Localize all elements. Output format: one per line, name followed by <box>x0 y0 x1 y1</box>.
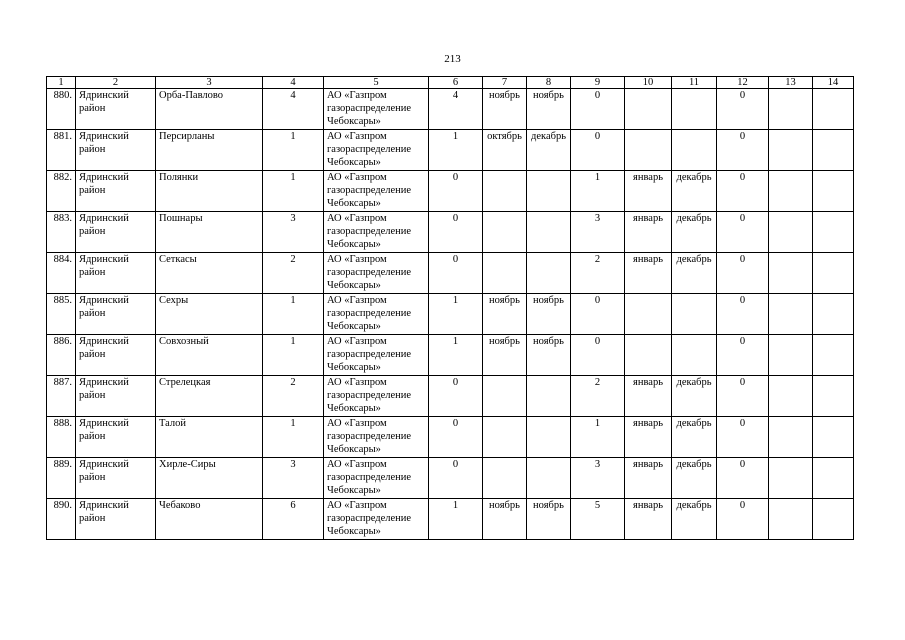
empty-cell <box>813 417 854 458</box>
start-month-cell <box>625 335 672 376</box>
row-number: 882. <box>47 171 76 212</box>
value-cell: 0 <box>429 253 483 294</box>
value-cell: 0 <box>429 458 483 499</box>
table-row <box>47 417 854 458</box>
row-number: 880. <box>47 89 76 130</box>
start-month-cell <box>483 212 527 253</box>
end-month-cell <box>672 89 717 130</box>
empty-cell <box>769 130 813 171</box>
value-cell: 0 <box>717 499 769 540</box>
column-number: 11 <box>672 77 717 89</box>
row-number: 887. <box>47 376 76 417</box>
settlement-cell: Талой <box>156 417 263 458</box>
organization-cell: АО «Газпром газораспределение Чебоксары» <box>324 458 429 499</box>
value-cell: 0 <box>429 212 483 253</box>
row-number: 890. <box>47 499 76 540</box>
end-month-cell: ноябрь <box>527 335 571 376</box>
value-cell: 2 <box>571 376 625 417</box>
table-row <box>47 335 854 376</box>
end-month-cell <box>527 171 571 212</box>
organization-cell: АО «Газпром газораспределение Чебоксары» <box>324 499 429 540</box>
end-month-cell: декабрь <box>672 499 717 540</box>
end-month-cell <box>527 458 571 499</box>
value-cell: 0 <box>717 335 769 376</box>
count-cell: 3 <box>263 212 324 253</box>
district-cell: Ядринский район <box>76 171 156 212</box>
empty-cell <box>769 376 813 417</box>
end-month-cell: ноябрь <box>527 499 571 540</box>
column-number: 12 <box>717 77 769 89</box>
empty-cell <box>813 458 854 499</box>
end-month-cell: декабрь <box>672 417 717 458</box>
settlement-cell: Орба-Павлово <box>156 89 263 130</box>
start-month-cell: ноябрь <box>483 294 527 335</box>
settlement-cell: Пошнары <box>156 212 263 253</box>
settlement-cell: Сехры <box>156 294 263 335</box>
start-month-cell <box>625 130 672 171</box>
start-month-cell: ноябрь <box>483 499 527 540</box>
count-cell: 1 <box>263 417 324 458</box>
column-number: 9 <box>571 77 625 89</box>
row-number: 881. <box>47 130 76 171</box>
value-cell: 1 <box>429 499 483 540</box>
count-cell: 1 <box>263 294 324 335</box>
value-cell: 0 <box>429 171 483 212</box>
value-cell: 0 <box>571 335 625 376</box>
table-row <box>47 499 854 540</box>
organization-cell: АО «Газпром газораспределение Чебоксары» <box>324 212 429 253</box>
value-cell: 0 <box>571 130 625 171</box>
end-month-cell: декабрь <box>672 171 717 212</box>
district-cell: Ядринский район <box>76 417 156 458</box>
empty-cell <box>813 253 854 294</box>
column-number: 6 <box>429 77 483 89</box>
organization-cell: АО «Газпром газораспределение Чебоксары» <box>324 335 429 376</box>
row-number: 889. <box>47 458 76 499</box>
organization-cell: АО «Газпром газораспределение Чебоксары» <box>324 130 429 171</box>
value-cell: 1 <box>429 294 483 335</box>
page-number: 213 <box>444 53 461 65</box>
end-month-cell <box>527 417 571 458</box>
value-cell: 0 <box>429 376 483 417</box>
end-month-cell: декабрь <box>672 458 717 499</box>
start-month-cell: ноябрь <box>483 335 527 376</box>
value-cell: 0 <box>717 294 769 335</box>
count-cell: 1 <box>263 335 324 376</box>
start-month-cell <box>625 89 672 130</box>
empty-cell <box>813 171 854 212</box>
start-month-cell: январь <box>625 417 672 458</box>
start-month-cell: январь <box>625 499 672 540</box>
value-cell: 0 <box>717 171 769 212</box>
district-cell: Ядринский район <box>76 294 156 335</box>
organization-cell: АО «Газпром газораспределение Чебоксары» <box>324 376 429 417</box>
value-cell: 0 <box>717 89 769 130</box>
start-month-cell <box>483 253 527 294</box>
table-row <box>47 212 854 253</box>
empty-cell <box>769 89 813 130</box>
empty-cell <box>769 499 813 540</box>
column-number: 14 <box>813 77 854 89</box>
district-cell: Ядринский район <box>76 89 156 130</box>
value-cell: 2 <box>571 253 625 294</box>
value-cell: 1 <box>571 171 625 212</box>
start-month-cell: январь <box>625 458 672 499</box>
count-cell: 4 <box>263 89 324 130</box>
value-cell: 1 <box>429 130 483 171</box>
empty-cell <box>769 458 813 499</box>
count-cell: 2 <box>263 253 324 294</box>
end-month-cell <box>672 130 717 171</box>
row-number: 885. <box>47 294 76 335</box>
value-cell: 0 <box>571 89 625 130</box>
organization-cell: АО «Газпром газораспределение Чебоксары» <box>324 294 429 335</box>
table-body <box>47 89 854 540</box>
count-cell: 2 <box>263 376 324 417</box>
end-month-cell <box>527 376 571 417</box>
empty-cell <box>769 253 813 294</box>
start-month-cell <box>483 171 527 212</box>
district-cell: Ядринский район <box>76 253 156 294</box>
end-month-cell <box>672 294 717 335</box>
column-number: 5 <box>324 77 429 89</box>
row-number: 883. <box>47 212 76 253</box>
district-cell: Ядринский район <box>76 130 156 171</box>
empty-cell <box>769 171 813 212</box>
settlement-cell: Хирле-Сиры <box>156 458 263 499</box>
start-month-cell <box>625 294 672 335</box>
organization-cell: АО «Газпром газораспределение Чебоксары» <box>324 89 429 130</box>
start-month-cell: январь <box>625 171 672 212</box>
settlement-cell: Персирланы <box>156 130 263 171</box>
table-row <box>47 294 854 335</box>
district-cell: Ядринский район <box>76 212 156 253</box>
value-cell: 1 <box>571 417 625 458</box>
end-month-cell: декабрь <box>672 376 717 417</box>
start-month-cell: ноябрь <box>483 89 527 130</box>
count-cell: 1 <box>263 171 324 212</box>
settlement-cell: Полянки <box>156 171 263 212</box>
value-cell: 0 <box>717 376 769 417</box>
district-cell: Ядринский район <box>76 458 156 499</box>
value-cell: 0 <box>571 294 625 335</box>
table-row <box>47 253 854 294</box>
start-month-cell <box>483 376 527 417</box>
empty-cell <box>769 294 813 335</box>
column-number: 7 <box>483 77 527 89</box>
value-cell: 4 <box>429 89 483 130</box>
schedule-table <box>46 76 854 540</box>
empty-cell <box>813 499 854 540</box>
column-number: 8 <box>527 77 571 89</box>
column-number: 2 <box>76 77 156 89</box>
table-row <box>47 89 854 130</box>
settlement-cell: Совхозный <box>156 335 263 376</box>
count-cell: 3 <box>263 458 324 499</box>
value-cell: 0 <box>429 417 483 458</box>
district-cell: Ядринский район <box>76 335 156 376</box>
empty-cell <box>813 335 854 376</box>
start-month-cell <box>483 458 527 499</box>
empty-cell <box>813 130 854 171</box>
value-cell: 0 <box>717 130 769 171</box>
column-number: 3 <box>156 77 263 89</box>
end-month-cell: декабрь <box>672 212 717 253</box>
value-cell: 3 <box>571 212 625 253</box>
column-number: 1 <box>47 77 76 89</box>
value-cell: 0 <box>717 458 769 499</box>
empty-cell <box>813 89 854 130</box>
value-cell: 5 <box>571 499 625 540</box>
table-row <box>47 458 854 499</box>
table-row <box>47 171 854 212</box>
settlement-cell: Стрелецкая <box>156 376 263 417</box>
value-cell: 3 <box>571 458 625 499</box>
end-month-cell: ноябрь <box>527 294 571 335</box>
row-number: 884. <box>47 253 76 294</box>
count-cell: 6 <box>263 499 324 540</box>
empty-cell <box>813 294 854 335</box>
column-number: 13 <box>769 77 813 89</box>
start-month-cell: октябрь <box>483 130 527 171</box>
empty-cell <box>769 212 813 253</box>
end-month-cell <box>527 253 571 294</box>
organization-cell: АО «Газпром газораспределение Чебоксары» <box>324 417 429 458</box>
empty-cell <box>813 376 854 417</box>
value-cell: 0 <box>717 417 769 458</box>
column-number: 4 <box>263 77 324 89</box>
table-row <box>47 376 854 417</box>
start-month-cell: январь <box>625 253 672 294</box>
end-month-cell <box>527 212 571 253</box>
settlement-cell: Чебаково <box>156 499 263 540</box>
start-month-cell: январь <box>625 212 672 253</box>
value-cell: 0 <box>717 212 769 253</box>
district-cell: Ядринский район <box>76 499 156 540</box>
start-month-cell <box>483 417 527 458</box>
value-cell: 1 <box>429 335 483 376</box>
district-cell: Ядринский район <box>76 376 156 417</box>
count-cell: 1 <box>263 130 324 171</box>
end-month-cell: декабрь <box>672 253 717 294</box>
end-month-cell: декабрь <box>527 130 571 171</box>
value-cell: 0 <box>717 253 769 294</box>
row-number: 886. <box>47 335 76 376</box>
end-month-cell: ноябрь <box>527 89 571 130</box>
column-number-row <box>47 77 854 89</box>
organization-cell: АО «Газпром газораспределение Чебоксары» <box>324 253 429 294</box>
column-number: 10 <box>625 77 672 89</box>
end-month-cell <box>672 335 717 376</box>
table-row <box>47 130 854 171</box>
settlement-cell: Сеткасы <box>156 253 263 294</box>
start-month-cell: январь <box>625 376 672 417</box>
organization-cell: АО «Газпром газораспределение Чебоксары» <box>324 171 429 212</box>
empty-cell <box>813 212 854 253</box>
row-number: 888. <box>47 417 76 458</box>
empty-cell <box>769 335 813 376</box>
empty-cell <box>769 417 813 458</box>
